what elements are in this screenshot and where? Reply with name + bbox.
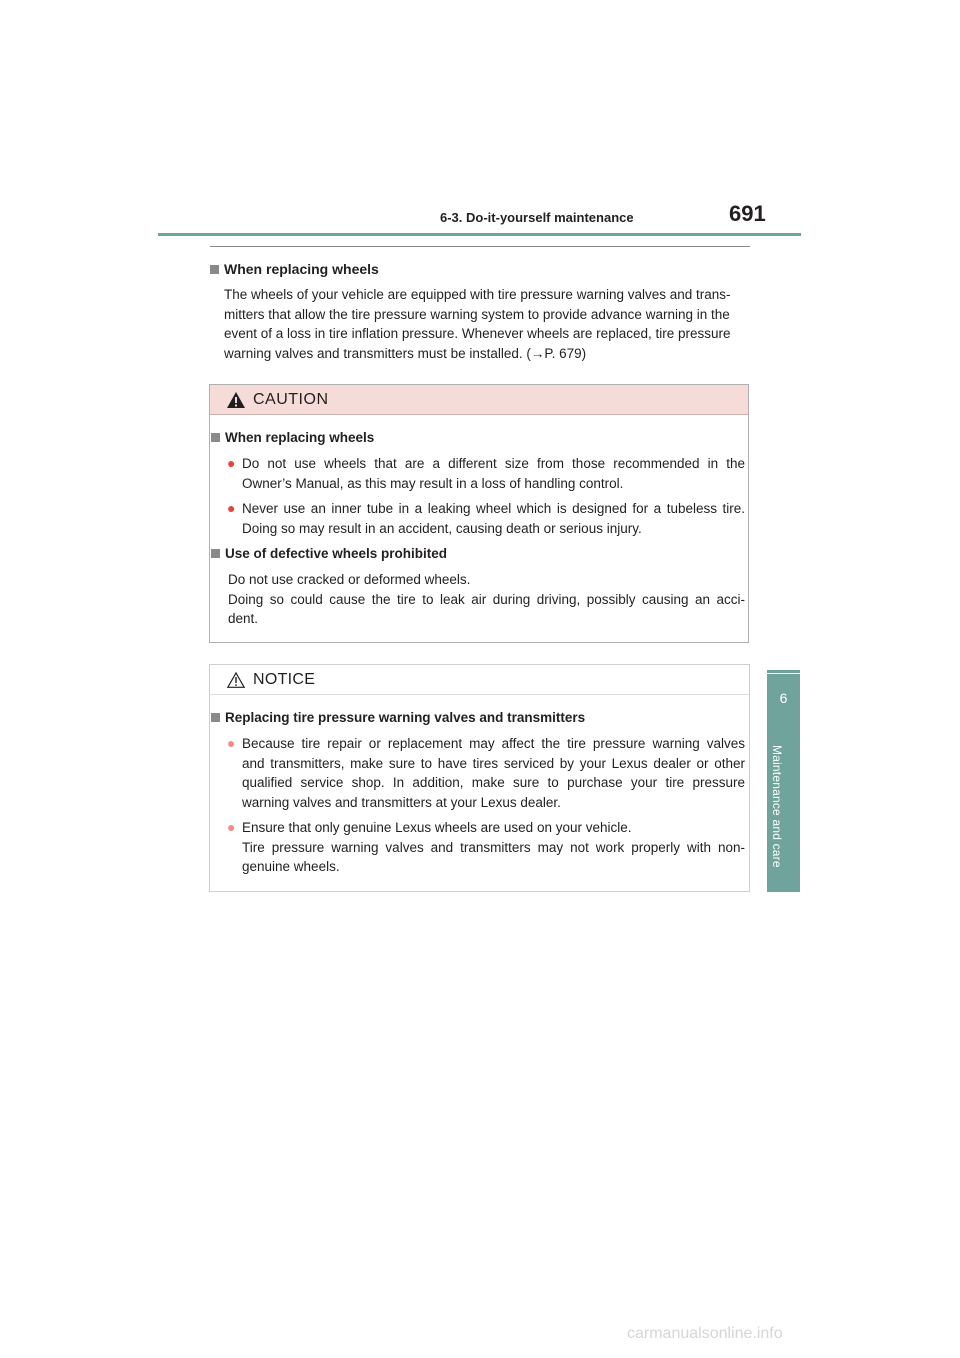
intro-line: The wheels of your vehicle are equipped with tire pressure warning valves and trans- [224,287,731,302]
caution-subheading [211,430,374,445]
warning-triangle-outline-icon [227,672,245,688]
section-heading [210,261,379,277]
square-bullet-icon [211,433,220,442]
notice-bullet-line: Ensure that only genuine Lexus wheels are used on your vehicle. [242,820,632,835]
intro-line: warning valves and transmitters must be installed. (→P. 679) [224,345,587,361]
caution-title: CAUTION [253,391,329,408]
running-header-section: 6-3. Do-it-yourself maintenance [440,210,634,225]
caution-line: Do not use cracked or deformed wheels. [228,572,471,587]
caution-header [210,385,748,415]
notice-bullet-line: Tire pressure warning valves and transmitters may not work properly with non- [242,839,745,855]
page-number: 691 [729,201,766,226]
notice-title: NOTICE [253,671,316,688]
watermark: carmanualsonline.info [627,1325,783,1342]
caution-bullet-line: Never use an inner tube in a leaking wheel which is designed for a tubeless tire. [242,501,745,516]
square-bullet-icon [210,265,219,274]
intro-line: mitters that allow the tire pressure warning system to provide advance warning in the [224,306,730,322]
notice-subheading-text: Replacing tire pressure warning valves and transmitters [225,710,586,725]
caution-box [209,384,749,643]
caution-subheading-text: Use of defective wheels prohibited [225,546,448,561]
caution-subheading [211,546,447,561]
caution-bullet [242,454,745,493]
caution-bullet [242,499,745,538]
chapter-number: 6 [779,690,788,706]
notice-bullet-line: genuine wheels. [242,859,340,874]
square-bullet-icon [211,713,220,722]
notice-box [209,664,750,892]
notice-bullet [242,734,745,812]
notice-bullet-line: warning valves and transmitters at your Lexus dealer. [242,794,561,810]
square-bullet-icon [211,549,220,558]
section-heading-text: When replacing wheels [224,261,379,277]
chapter-title: Maintenance and care [770,745,784,868]
caution-bullet-line: Doing so may result in an accident, causing death or serious injury. [242,520,642,536]
bullet-dot-icon: ● [227,735,236,751]
intro-paragraph [224,285,744,363]
bullet-dot-icon: ● [227,455,236,471]
caution-paragraph [228,570,745,629]
notice-bullet-line: Because tire repair or replacement may affect the tire pressure warning valves [242,736,745,751]
side-tab-divider [767,673,800,674]
notice-header [210,665,749,695]
warning-triangle-filled-icon [227,392,245,408]
caution-bullet-line: Owner’s Manual, as this may result in a loss of handling control. [242,475,624,491]
intro-line: event of a loss in tire inflation pressure. Whenever wheels are replaced, tire pressure [224,326,731,341]
bullet-dot-icon: ● [227,819,236,835]
header-rule [158,233,801,236]
notice-subheading [211,710,585,725]
caution-bullet-line: Do not use wheels that are a different size from those recommended in the [242,456,745,471]
caution-line: Doing so could cause the tire to leak air during driving, possibly causing an acci- [228,591,745,607]
notice-bullet [242,818,745,877]
notice-bullet-line: and transmitters, make sure to have tires serviced by your Lexus dealer or other [242,755,745,771]
bullet-dot-icon: ● [227,500,236,516]
notice-bullet-line: qualified service shop. In addition, make sure to purchase your tire pressure [242,775,745,790]
caution-subheading-text: When replacing wheels [225,430,375,445]
caution-line: dent. [228,611,259,626]
content-rule [210,246,750,247]
